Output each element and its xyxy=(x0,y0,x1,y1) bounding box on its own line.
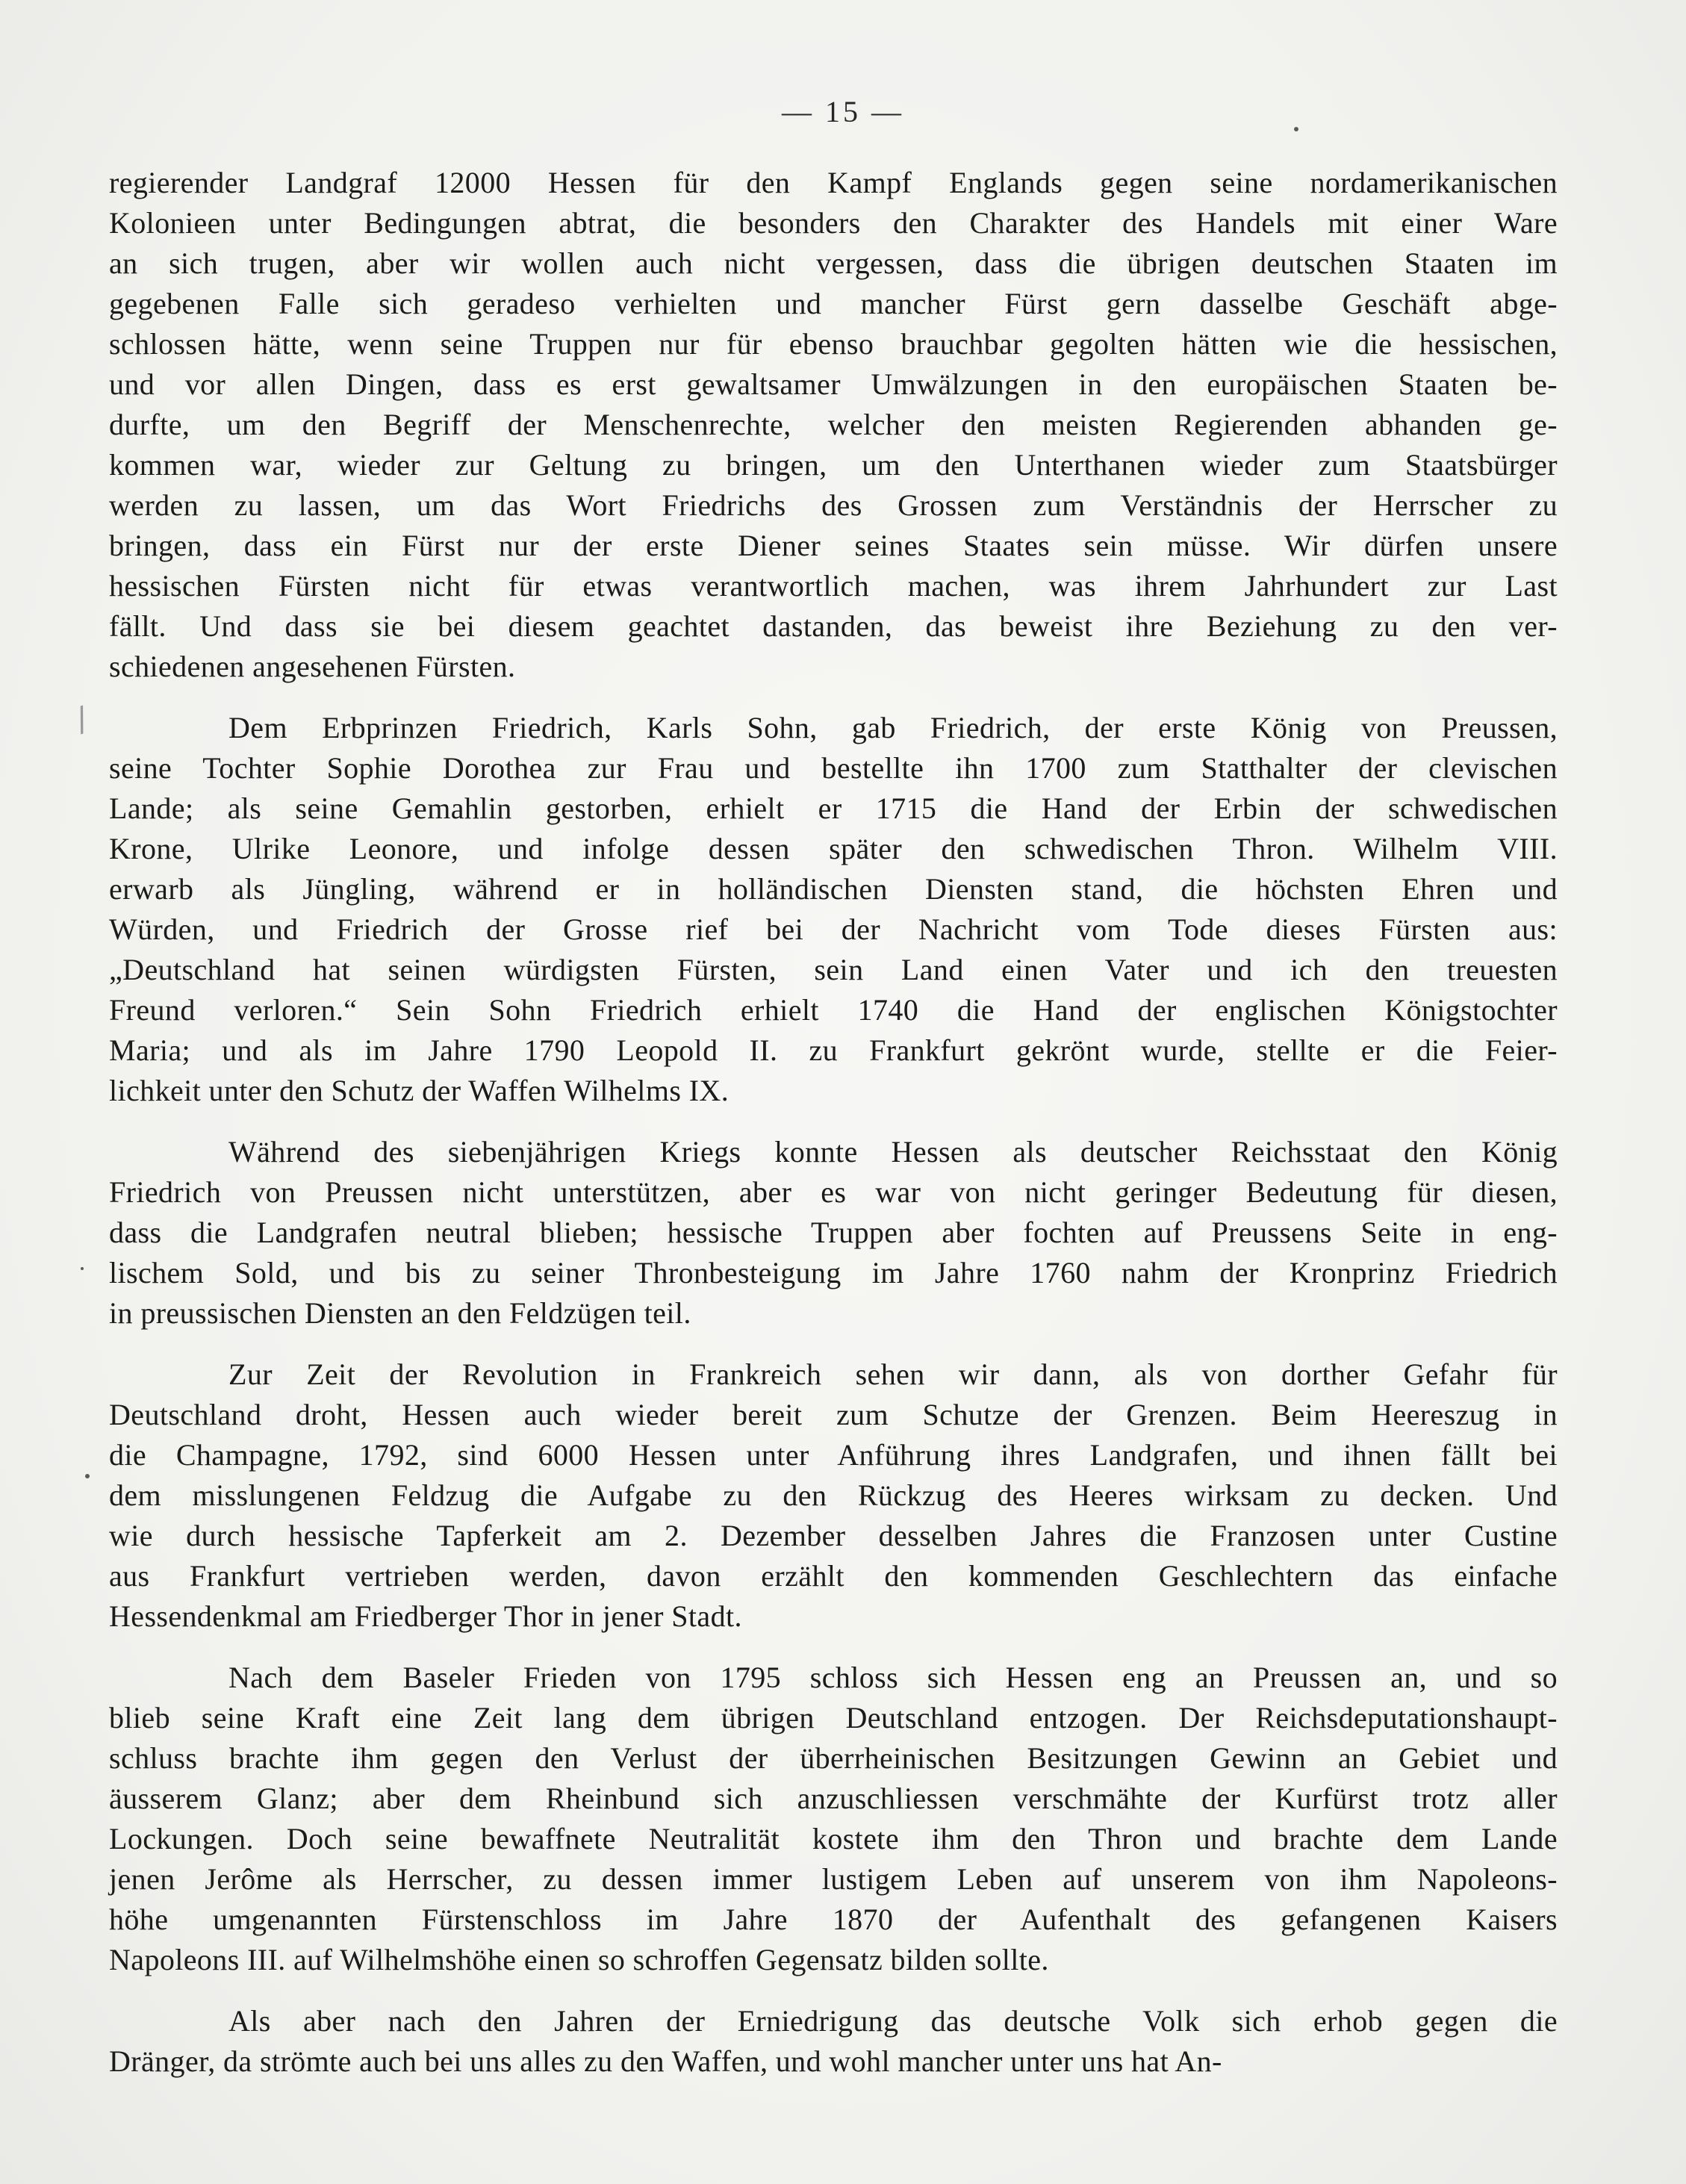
paragraph xyxy=(109,163,1558,687)
text-line: durfte, um den Begriff der Menschenrechte, welcher den meisten Regierenden abhanden ge- xyxy=(109,408,1558,441)
ink-speck xyxy=(81,1267,84,1270)
paragraph xyxy=(109,1132,1558,1334)
text-line: gegebenen Falle sich geradeso verhielten und mancher Fürst gern dasselbe Geschäft abge- xyxy=(109,287,1558,320)
text-line: Freund verloren.“ Sein Sohn Friedrich erhielt 1740 die Hand der englischen Königstochter xyxy=(109,993,1558,1027)
text-line: kommen war, wieder zur Geltung zu bringen, um den Unterthanen wieder zum Staatsbürger xyxy=(109,448,1558,482)
text-line: „Deutschland hat seinen würdigsten Fürsten, sein Land einen Vater und ich den treuesten xyxy=(109,953,1558,986)
text-line: seine Tochter Sophie Dorothea zur Frau und bestellte ihn 1700 zum Statthalter der clevischen xyxy=(109,751,1558,785)
paragraph xyxy=(109,1658,1558,1980)
text-line: lichkeit unter den Schutz der Waffen Wilhelms IX. xyxy=(109,1074,730,1107)
text-line: dass die Landgrafen neutral blieben; hessische Truppen aber fochten auf Preussens Seite in eng- xyxy=(109,1216,1558,1249)
text-line: Dem Erbprinzen Friedrich, Karls Sohn, gab Friedrich, der erste König von Preussen, xyxy=(228,711,1558,744)
text-line: schluss brachte ihm gegen den Verlust der überrheinischen Besitzungen Gewinn an Gebiet und xyxy=(109,1741,1558,1775)
text-line: Als aber nach den Jahren der Erniedrigung das deutsche Volk sich erhob gegen die xyxy=(228,2004,1558,2038)
text-line: Friedrich von Preussen nicht unterstützen, aber es war von nicht geringer Bedeutung für diesen, xyxy=(109,1175,1558,1209)
paragraph-gap xyxy=(109,1637,1558,1658)
text-line: schiedenen angesehenen Fürsten. xyxy=(109,650,516,683)
text-line: blieb seine Kraft eine Zeit lang dem übrigen Deutschland entzogen. Der Reichsdeputationshaupt- xyxy=(109,1701,1558,1735)
text-line: Krone, Ulrike Leonore, und infolge dessen später den schwedischen Thron. Wilhelm VIII. xyxy=(109,832,1558,865)
body-text xyxy=(109,163,1558,2082)
text-line: äusserem Glanz; aber dem Rheinbund sich anzuschliessen verschmähte der Kurfürst trotz aller xyxy=(109,1782,1558,1815)
text-line: Dränger, da strömte auch bei uns alles zu den Waffen, und wohl mancher unter uns hat An- xyxy=(109,2044,1222,2078)
text-line: Deutschland droht, Hessen auch wieder bereit zum Schutze der Grenzen. Beim Heereszug in xyxy=(109,1398,1558,1431)
text-line: regierender Landgraf 12000 Hessen für den Kampf Englands gegen seine nordamerikanischen xyxy=(109,166,1558,199)
text-line: in preussischen Diensten an den Feldzügen teil. xyxy=(109,1296,691,1330)
text-line: und vor allen Dingen, dass es erst gewaltsamer Umwälzungen in den europäischen Staaten be- xyxy=(109,367,1558,401)
paragraph-gap xyxy=(109,1980,1558,2001)
text-line: höhe umgenannten Fürstenschloss im Jahre 1870 der Aufenthalt des gefangenen Kaisers xyxy=(109,1903,1558,1936)
text-line: Zur Zeit der Revolution in Frankreich sehen wir dann, als von dorther Gefahr für xyxy=(228,1357,1558,1391)
text-line: dem misslungenen Feldzug die Aufgabe zu den Rückzug des Heeres wirksam zu decken. Und xyxy=(109,1478,1558,1512)
text-line: lischem Sold, und bis zu seiner Thronbesteigung im Jahre 1760 nahm der Kronprinz Friedrich xyxy=(109,1256,1558,1289)
text-line: Während des siebenjährigen Kriegs konnte Hessen als deutscher Reichsstaat den König xyxy=(228,1135,1558,1169)
text-line: Maria; und als im Jahre 1790 Leopold II. zu Frankfurt gekrönt wurde, stellte er die Feier- xyxy=(109,1033,1558,1067)
paragraph-gap xyxy=(109,1334,1558,1354)
text-line: hessischen Fürsten nicht für etwas verantwortlich machen, was ihrem Jahrhundert zur Last xyxy=(109,569,1558,603)
text-line: erwarb als Jüngling, während er in holländischen Diensten stand, die höchsten Ehren und xyxy=(109,872,1558,906)
text-line: Lande; als seine Gemahlin gestorben, erhielt er 1715 die Hand der Erbin der schwedischen xyxy=(109,791,1558,825)
paragraph-gap xyxy=(109,687,1558,708)
paragraph xyxy=(109,708,1558,1111)
margin-pencil-mark: / xyxy=(70,699,93,740)
text-line: bringen, dass ein Fürst nur der erste Diener seines Staates sein müsse. Wir dürfen unsere xyxy=(109,529,1558,562)
text-line: Würden, und Friedrich der Grosse rief bei der Nachricht vom Tode dieses Fürsten aus: xyxy=(109,912,1558,946)
text-line: Kolonieen unter Bedingungen abtrat, die besonders den Charakter des Handels mit einer Ware xyxy=(109,206,1558,240)
paragraph xyxy=(109,2001,1558,2082)
text-line: werden zu lassen, um das Wort Friedrichs des Grossen zum Verständnis der Herrscher zu xyxy=(109,488,1558,522)
text-line: wie durch hessische Tapferkeit am 2. Dezember desselben Jahres die Franzosen unter Custine xyxy=(109,1519,1558,1552)
text-line: fällt. Und dass sie bei diesem geachtet dastanden, das beweist ihre Beziehung zu den ver- xyxy=(109,609,1558,643)
paragraph-gap xyxy=(109,1111,1558,1132)
text-line: an sich trugen, aber wir wollen auch nicht vergessen, dass die übrigen deutschen Staaten im xyxy=(109,246,1558,280)
text-line: schlossen hätte, wenn seine Truppen nur für ebenso brauchbar gegolten hätten wie die hessischen, xyxy=(109,327,1558,361)
text-line: Hessendenkmal am Friedberger Thor in jener Stadt. xyxy=(109,1599,742,1633)
text-line: aus Frankfurt vertrieben werden, davon erzählt den kommenden Geschlechtern das einfache xyxy=(109,1559,1558,1593)
text-line: die Champagne, 1792, sind 6000 Hessen unter Anführung ihres Landgrafen, und ihnen fällt bei xyxy=(109,1438,1558,1472)
text-line: Lockungen. Doch seine bewaffnete Neutralität kostete ihm den Thron und brachte dem Lande xyxy=(109,1822,1558,1855)
text-line: Nach dem Baseler Frieden von 1795 schloss sich Hessen eng an Preussen an, und so xyxy=(228,1661,1558,1694)
ink-speck xyxy=(85,1474,90,1478)
text-line: Napoleons III. auf Wilhelmshöhe einen so schroffen Gegensatz bilden sollte. xyxy=(109,1943,1049,1976)
text-line: jenen Jerôme als Herrscher, zu dessen immer lustigem Leben auf unserem von ihm Napoleons- xyxy=(109,1862,1558,1896)
page-number: — 15 — xyxy=(782,95,904,128)
paragraph xyxy=(109,1354,1558,1637)
ink-speck xyxy=(1294,127,1298,131)
